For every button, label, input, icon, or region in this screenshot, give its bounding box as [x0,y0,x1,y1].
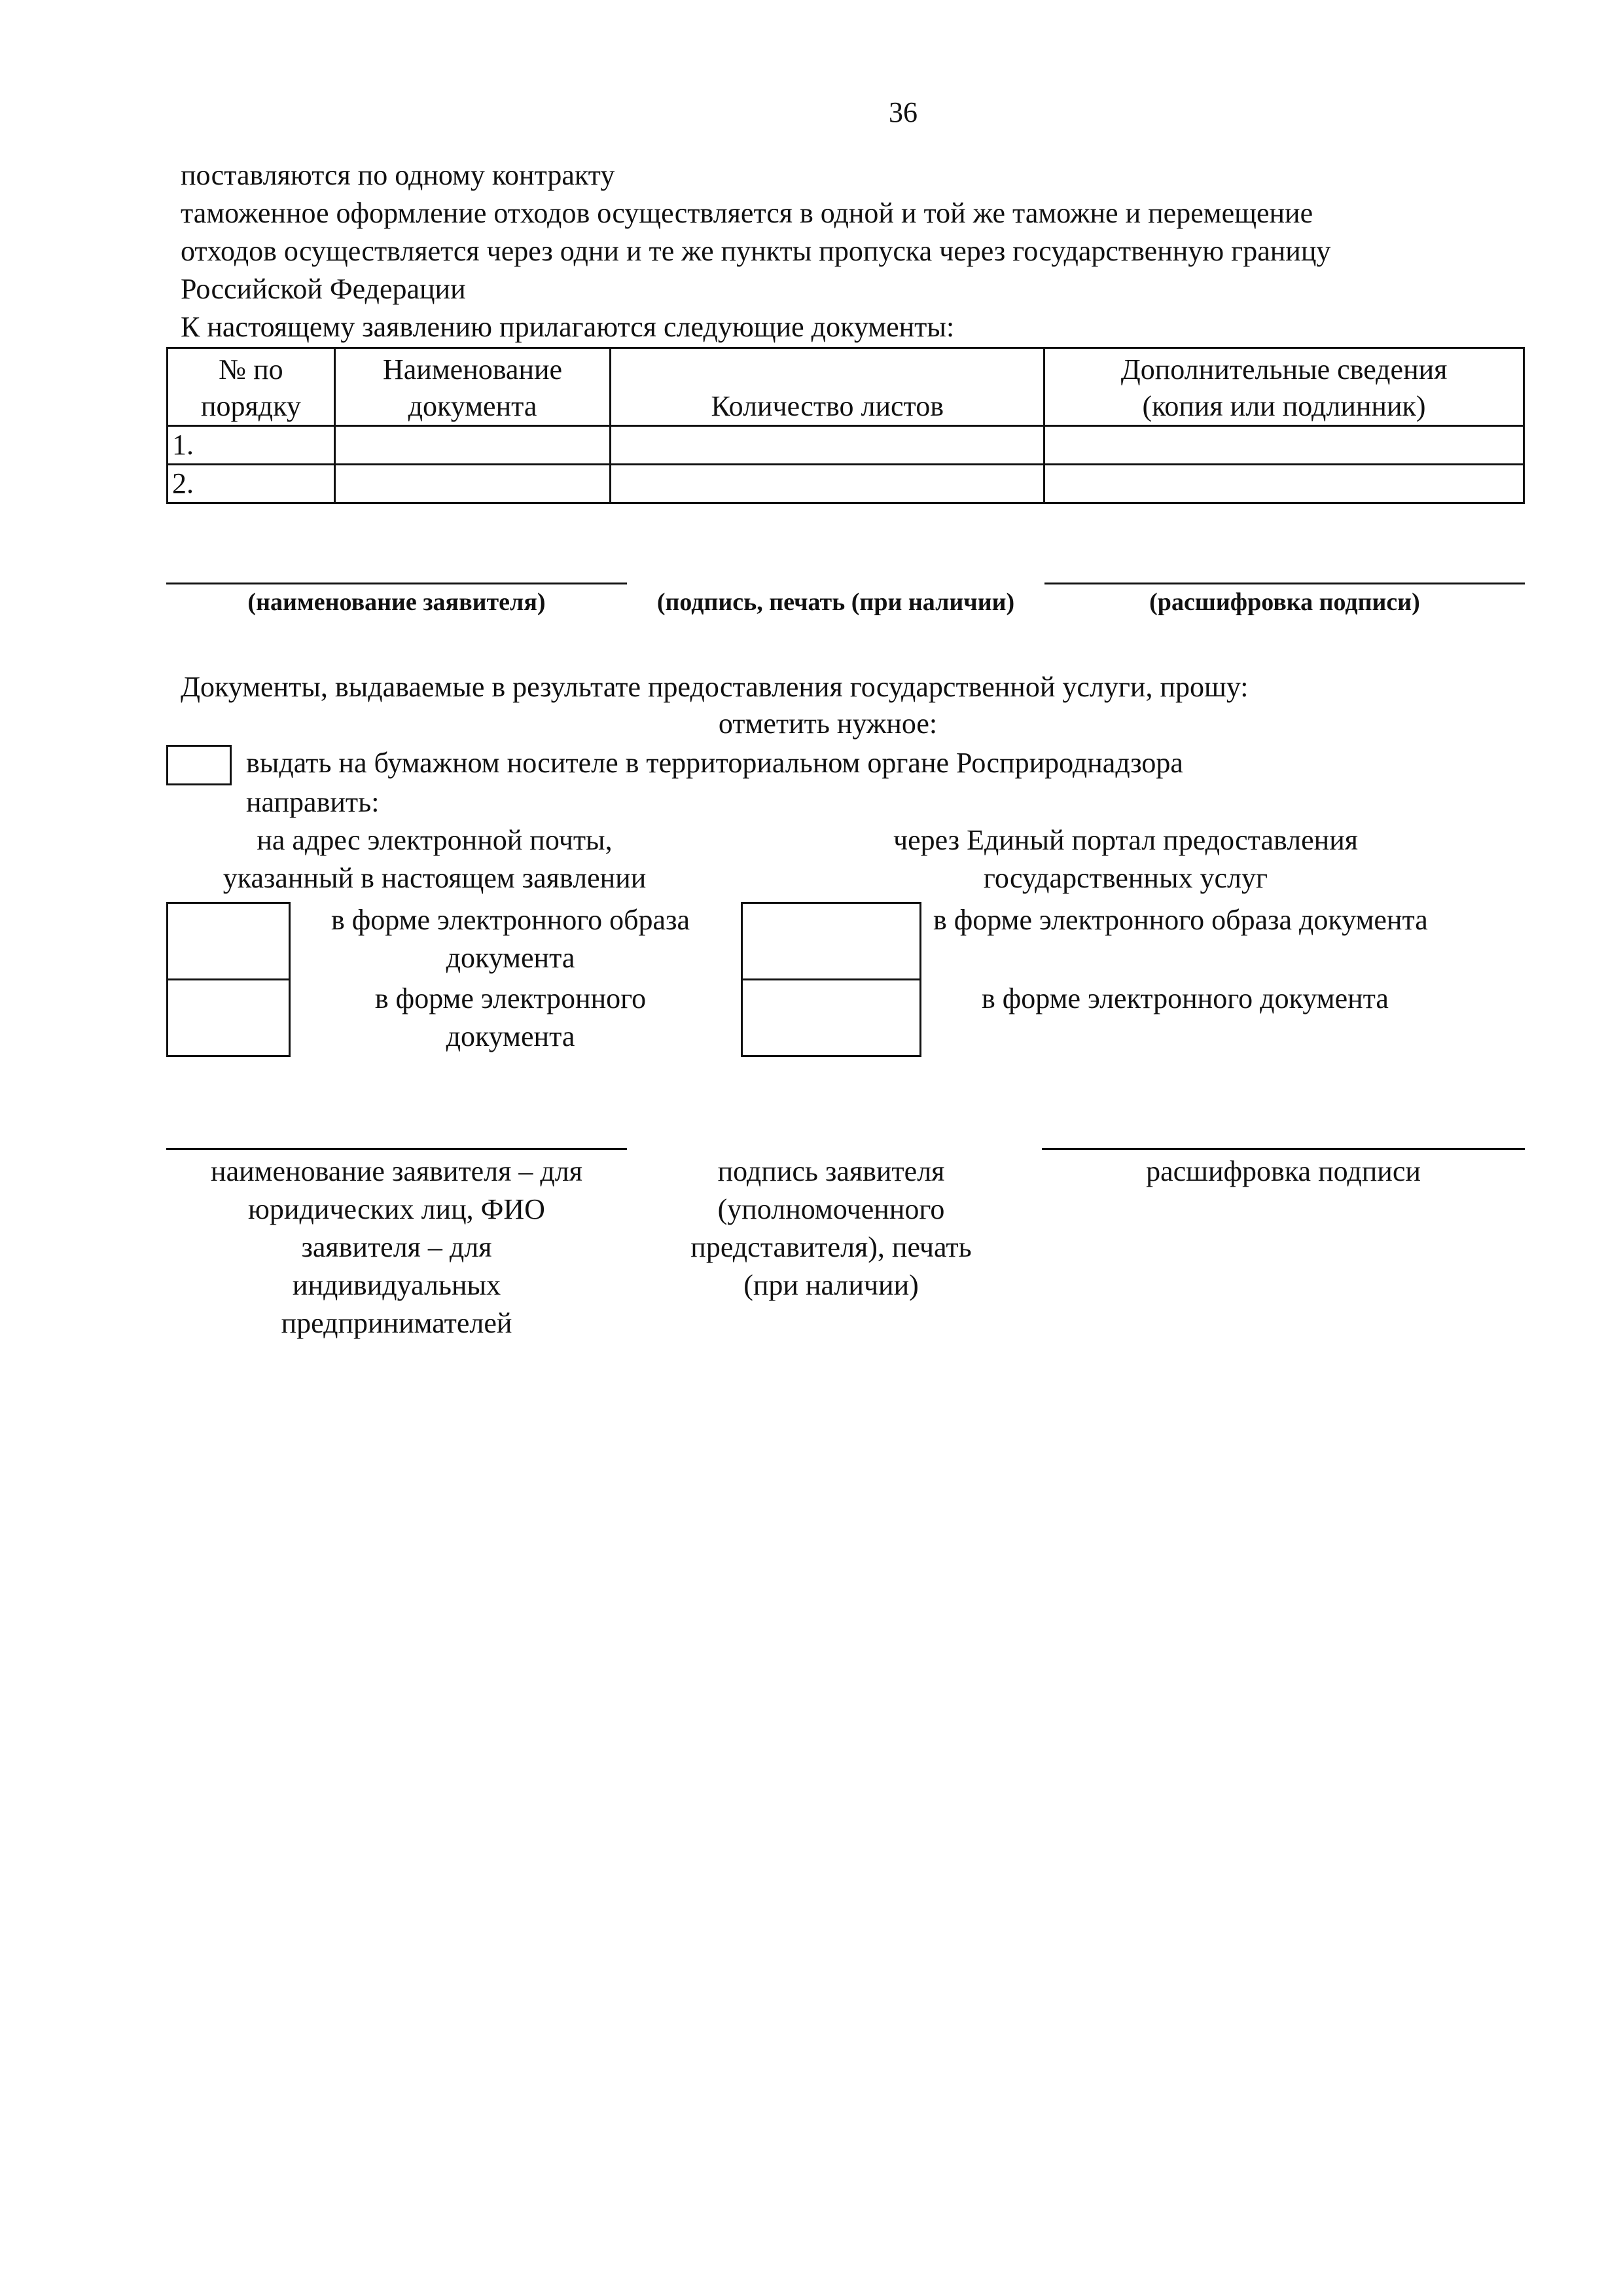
email-image-label: в форме электронного образа [330,904,690,936]
signature-decode-caption: расшифровка подписи [1146,1155,1421,1187]
signature-caption: (уполномоченного [717,1193,945,1225]
portal-heading: государственных услуг [983,862,1268,894]
intro-line: таможенное оформление отходов осуществляется в одной и той же таможне и перемещение [181,197,1313,229]
table-cell[interactable] [611,465,1044,503]
portal-electronic-checkbox[interactable] [741,978,921,1057]
applicant-name-line[interactable] [166,1148,627,1150]
table-cell[interactable] [611,426,1044,465]
intro-line: Российской Федерации [181,273,466,305]
applicant-name-caption: предпринимателей [281,1307,512,1339]
table-cell[interactable]: 2. [168,465,335,503]
table-row [168,465,1524,503]
intro-line: поставляются по одному контракту [181,159,615,191]
portal-electronic-label: в форме электронного документа [982,982,1389,1014]
header-document-name: Наименование документа [334,348,611,426]
attachments-table [166,347,1525,504]
signature-decode-caption: (расшифровка подписи) [1149,588,1420,616]
applicant-name-caption: наименование заявителя – для [211,1155,582,1187]
portal-image-label: в форме электронного образа документа [933,904,1428,936]
attachments-heading: К настоящему заявлению прилагаются следующие документы: [181,311,955,343]
paper-option-label: выдать на бумажном носителе в территориальном органе Росприроднадзора [246,747,1183,779]
table-cell[interactable] [334,465,611,503]
delivery-heading: Документы, выдаваемые в результате предоставления государственной услуги, прошу: [181,671,1249,703]
applicant-name-caption: (наименование заявителя) [247,588,546,616]
signature-caption: (подпись, печать (при наличии) [656,588,1015,616]
portal-heading: через Единый портал предоставления [893,824,1358,856]
applicant-name-line[interactable] [166,583,627,584]
email-heading: указанный в настоящем заявлении [223,862,647,894]
page-number: 36 [889,96,918,128]
signature-decode-line[interactable] [1044,583,1525,584]
table-cell[interactable] [334,426,611,465]
paper-option-checkbox[interactable] [166,745,232,785]
header-number: № по порядку [168,348,335,426]
signature-caption: (при наличии) [743,1269,919,1301]
send-label: направить: [246,786,380,818]
signature-caption: представителя), печать [690,1231,972,1263]
header-additional-info: Дополнительные сведения (копия или подлинник) [1044,348,1524,426]
applicant-name-caption: индивидуальных [292,1269,501,1301]
applicant-name-caption: заявителя – для [301,1231,492,1263]
signature-decode-line[interactable] [1042,1148,1525,1150]
header-page-count: Количество листов [611,348,1044,426]
signature-caption: подпись заявителя [717,1155,945,1187]
email-image-label: документа [446,942,575,974]
table-row [168,426,1524,465]
email-image-checkbox[interactable] [166,902,291,980]
applicant-name-caption: юридических лиц, ФИО [248,1193,545,1225]
email-heading: на адрес электронной почты, [257,824,613,856]
table-header-row [168,348,1524,426]
intro-line: отходов осуществляется через одни и те же пункты пропуска через государственную границу [181,235,1331,267]
table-cell[interactable] [1044,426,1524,465]
table-cell[interactable]: 1. [168,426,335,465]
table-cell[interactable] [1044,465,1524,503]
portal-image-checkbox[interactable] [741,902,921,980]
email-electronic-label: документа [446,1020,575,1052]
email-electronic-checkbox[interactable] [166,978,291,1057]
email-electronic-label: в форме электронного [374,982,647,1014]
mark-needed-label: отметить нужное: [718,708,938,740]
